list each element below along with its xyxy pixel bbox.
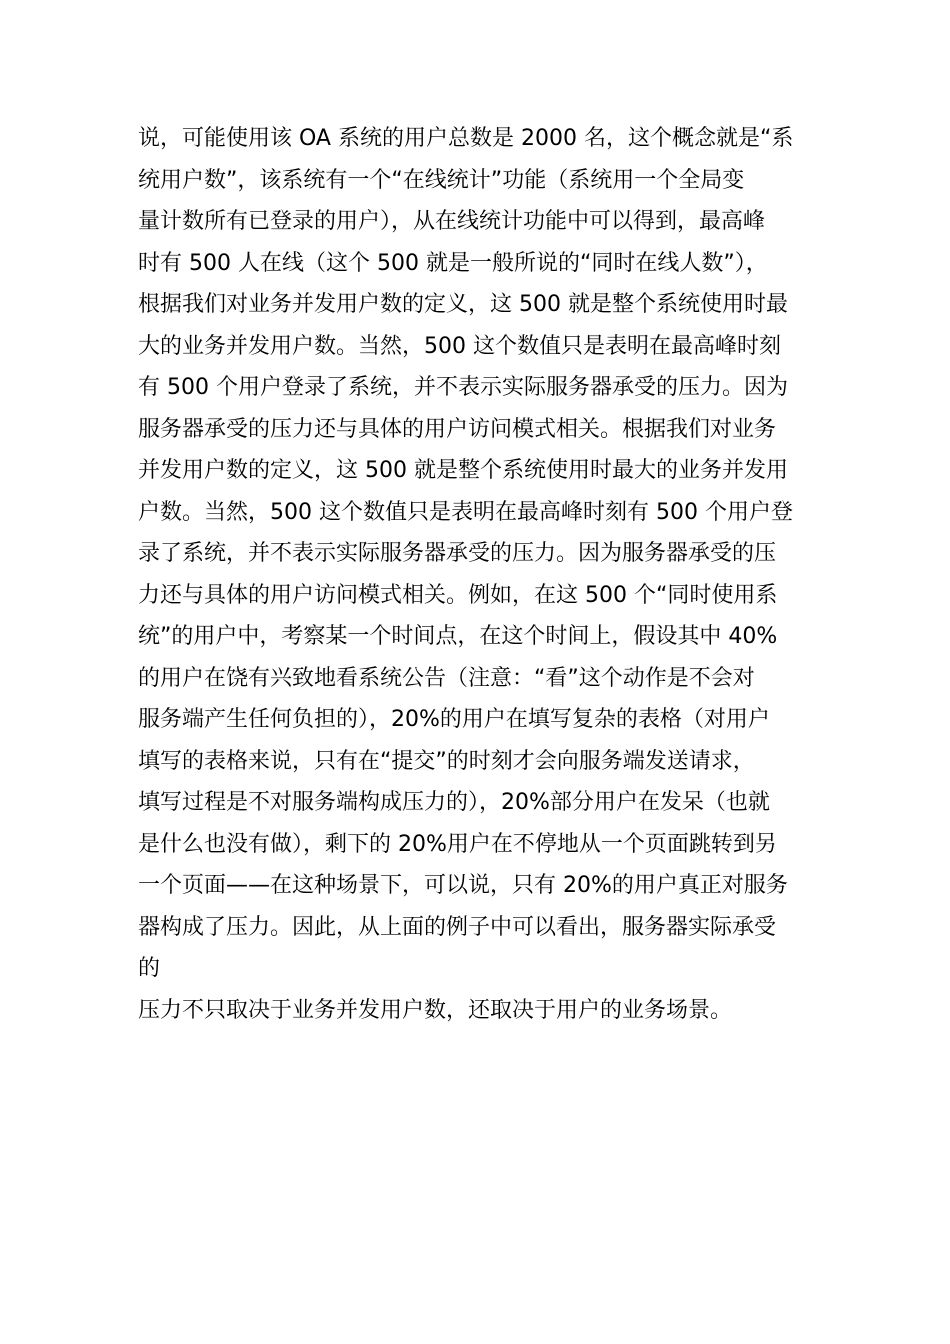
text-line: 录了系统，并不表示实际服务器承受的压力。因为服务器承受的压 bbox=[138, 541, 777, 566]
text-line: 器构成了压力。因此，从上面的例子中可以看出，服务器实际承受 bbox=[138, 914, 777, 940]
text-line: 填写过程是不对服务端构成压力的），20%部分用户在发呆（也就 bbox=[138, 790, 770, 815]
text-line: 的 bbox=[138, 956, 161, 981]
text-line: 力还与具体的用户访问模式相关。例如，在这 500 个“同时使用系 bbox=[138, 582, 778, 608]
body-paragraph bbox=[138, 118, 828, 1031]
text-line: 并发用户数的定义，这 500 就是整个系统使用时最大的业务并发用 bbox=[138, 458, 788, 483]
text-line: 服务端产生任何负担的），20%的用户在填写复杂的表格（对用户 bbox=[138, 707, 770, 732]
text-line: 量计数所有已登录的用户），从在线统计功能中可以得到，最高峰 bbox=[138, 209, 766, 234]
text-line: 服务器承受的压力还与具体的用户访问模式相关。根据我们对业务 bbox=[138, 416, 777, 442]
text-line: 填写的表格来说，只有在“提交”的时刻才会向服务端发送请求， bbox=[138, 748, 755, 774]
text-line: 根据我们对业务并发用户数的定义，这 500 就是整个系统使用时最 bbox=[138, 292, 788, 317]
text-line: 有 500 个用户登录了系统，并不表示实际服务器承受的压力。因为 bbox=[138, 375, 788, 400]
text-line: 一个页面——在这种场景下，可以说，只有 20%的用户真正对服务 bbox=[138, 873, 788, 898]
text-line: 压力不只取决于业务并发用户数，还取决于用户的业务场景。 bbox=[138, 997, 733, 1023]
text-line: 的用户在饶有兴致地看系统公告（注意：“看”这个动作是不会对 bbox=[138, 665, 755, 691]
text-line: 户数。当然，500 这个数值只是表明在最高峰时刻有 500 个用户登 bbox=[138, 499, 793, 525]
text-line: 统”的用户中，考察某一个时间点，在这个时间上，假设其中 40% bbox=[138, 624, 778, 649]
text-line: 时有 500 人在线（这个 500 就是一般所说的“同时在线人数”）， bbox=[138, 250, 768, 276]
text-line: 统用户数”，该系统有一个“在线统计”功能（系统用一个全局变 bbox=[138, 167, 745, 193]
text-line: 说，可能使用该 OA 系统的用户总数是 2000 名，这个概念就是“系 bbox=[138, 126, 794, 151]
text-line: 大的业务并发用户数。当然，500 这个数值只是表明在最高峰时刻 bbox=[138, 333, 781, 359]
text-line: 是什么也没有做），剩下的 20%用户在不停地从一个页面跳转到另 bbox=[138, 831, 777, 857]
